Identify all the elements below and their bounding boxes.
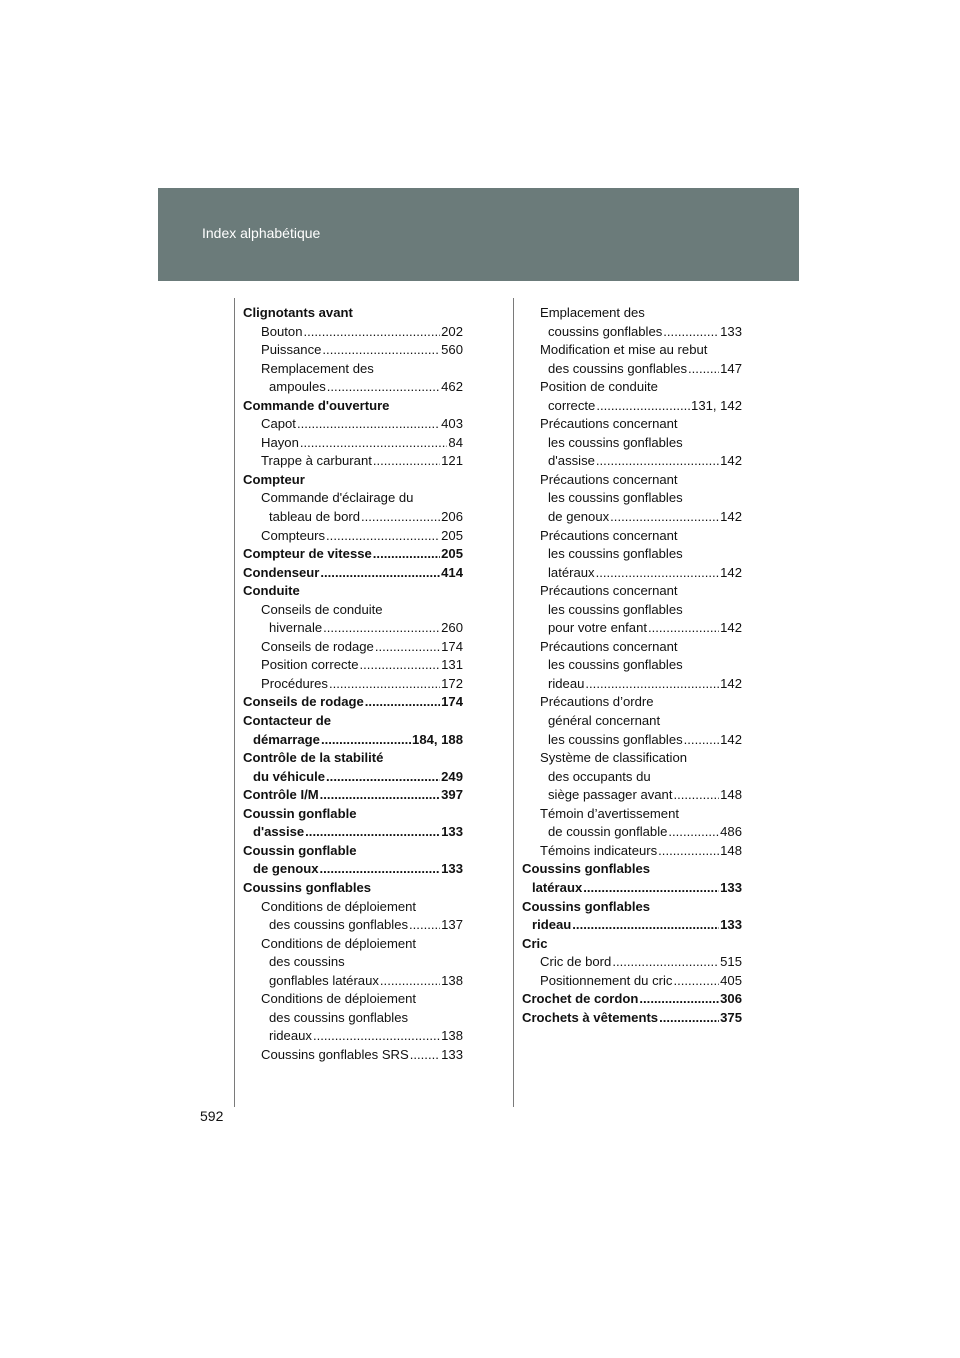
index-page-ref: 84 <box>448 434 463 450</box>
index-page-ref: 138 <box>441 972 463 988</box>
index-entry-text: démarrage <box>253 731 320 747</box>
index-entry-text: Compteur <box>243 471 305 487</box>
index-entry <box>243 323 463 342</box>
index-entry-text: Procédures <box>261 675 328 691</box>
index-entry <box>522 452 742 471</box>
dot-leader <box>373 452 440 471</box>
index-page-ref: 148 <box>720 842 742 858</box>
section-title: Index alphabétique <box>202 225 321 241</box>
index-entry <box>522 304 742 323</box>
index-page-ref: 142 <box>720 620 742 636</box>
dot-leader <box>322 341 440 360</box>
dot-leader <box>300 434 448 453</box>
dot-leader <box>319 860 440 879</box>
dot-leader <box>360 656 441 675</box>
index-entry-text: Témoins indicateurs <box>540 842 658 858</box>
index-entry <box>243 898 463 917</box>
index-entry <box>243 953 463 972</box>
index-entry <box>522 415 742 434</box>
dot-leader <box>612 953 719 972</box>
index-entry-text: Conditions de déploiement <box>261 898 417 914</box>
index-page-ref: 121 <box>441 453 463 469</box>
dot-leader <box>329 675 440 694</box>
index-entry <box>243 341 463 360</box>
dot-leader <box>313 1027 440 1046</box>
dot-leader <box>327 378 440 397</box>
index-entry <box>522 786 742 805</box>
index-entry-text: d'assise <box>548 453 595 469</box>
index-entry <box>243 972 463 991</box>
index-page-ref: 515 <box>720 954 742 970</box>
index-page-ref: 142 <box>720 453 742 469</box>
index-entry-text: Conduite <box>243 583 300 599</box>
section-header <box>158 188 799 281</box>
index-entry-text: Compteurs <box>261 527 326 543</box>
index-column-right <box>522 304 742 1027</box>
dot-leader <box>320 564 440 583</box>
index-entry-text: Précautions concernant <box>540 471 678 487</box>
index-entry-text: les coussins gonflables <box>548 490 683 506</box>
index-page-ref: 205 <box>441 546 463 562</box>
dot-leader <box>663 323 719 342</box>
index-entry <box>243 805 463 824</box>
dot-leader <box>304 323 441 342</box>
index-entry <box>522 619 742 638</box>
index-entry <box>522 341 742 360</box>
dot-leader <box>326 527 440 546</box>
left-margin-rule <box>234 298 235 1107</box>
index-page-ref: 202 <box>441 323 463 339</box>
index-page-ref: 486 <box>720 824 742 840</box>
index-page-ref: 462 <box>441 379 463 395</box>
index-entry <box>243 842 463 861</box>
index-page-ref: 403 <box>441 416 463 432</box>
index-entry-text: Cric de bord <box>540 954 612 970</box>
dot-leader <box>639 990 719 1009</box>
index-entry-text: Coussins gonflables <box>522 898 651 914</box>
index-entry <box>522 397 742 416</box>
index-entry-text: du véhicule <box>253 768 326 784</box>
dot-leader <box>305 823 440 842</box>
index-entry-text: Crochet de cordon <box>522 991 639 1007</box>
index-entry-text: des coussins gonflables <box>269 1009 409 1025</box>
dot-leader <box>409 916 440 935</box>
index-entry <box>522 935 742 954</box>
index-page-ref: 174 <box>441 638 463 654</box>
index-page-ref: 560 <box>441 342 463 358</box>
dot-leader <box>323 619 440 638</box>
index-entry <box>522 378 742 397</box>
index-entry-text: de genoux <box>548 509 610 525</box>
index-page-ref: 131, 142 <box>691 397 742 413</box>
index-entry <box>522 860 742 879</box>
index-entry-text: Conseils de rodage <box>261 638 374 654</box>
index-page-ref: 249 <box>441 768 463 784</box>
index-entry-text: Précautions concernant <box>540 416 678 432</box>
index-page-ref: 142 <box>720 509 742 525</box>
index-entry-text: Modification et mise au rebut <box>540 342 708 358</box>
index-entry <box>522 601 742 620</box>
index-entry <box>522 323 742 342</box>
index-entry <box>243 656 463 675</box>
index-entry <box>522 582 742 601</box>
index-entry-text: les coussins gonflables <box>548 546 683 562</box>
index-entry <box>243 415 463 434</box>
index-entry <box>522 638 742 657</box>
index-entry-text: Capot <box>261 416 296 432</box>
index-entry <box>522 675 742 694</box>
index-page-ref: 147 <box>720 360 742 376</box>
index-entry-text: les coussins gonflables <box>548 731 683 747</box>
index-entry <box>243 879 463 898</box>
dot-leader <box>297 415 440 434</box>
index-entry-text: Contrôle de la stabilité <box>243 750 384 766</box>
index-entry <box>243 527 463 546</box>
index-entry-text: Précautions concernant <box>540 583 678 599</box>
index-entry-text: pour votre enfant <box>548 620 647 636</box>
dot-leader <box>673 972 719 991</box>
dot-leader <box>668 823 719 842</box>
column-divider <box>513 298 514 1107</box>
index-entry <box>243 360 463 379</box>
index-entry-text: Conseils de conduite <box>261 601 383 617</box>
index-page-ref: 184, 188 <box>412 731 463 747</box>
index-entry-text: latéraux <box>532 879 583 895</box>
index-page-ref: 260 <box>441 620 463 636</box>
dot-leader <box>673 786 719 805</box>
index-page-ref: 172 <box>441 675 463 691</box>
index-entry <box>243 378 463 397</box>
dot-leader <box>585 675 719 694</box>
index-entry <box>522 564 742 583</box>
index-page-ref: 375 <box>720 1009 742 1025</box>
index-entry-text: Précautions concernant <box>540 638 678 654</box>
index-entry <box>522 731 742 750</box>
index-entry <box>522 656 742 675</box>
index-entry <box>243 564 463 583</box>
index-entry-text: Positionnement du cric <box>540 972 673 988</box>
index-entry <box>243 693 463 712</box>
index-entry-text: Témoin d’avertissement <box>540 805 679 821</box>
dot-leader <box>688 360 719 379</box>
index-entry-text: Commande d'ouverture <box>243 397 390 413</box>
index-entry-text: général concernant <box>548 713 661 729</box>
index-entry <box>243 935 463 954</box>
index-entry-text: coussins gonflables <box>548 323 663 339</box>
index-entry-text: rideau <box>532 917 572 933</box>
index-entry-text: rideaux <box>269 1028 312 1044</box>
dot-leader <box>361 508 440 527</box>
index-page-ref: 306 <box>720 991 742 1007</box>
index-entry-text: Bouton <box>261 323 303 339</box>
index-entry-text: de genoux <box>253 861 319 877</box>
index-entry-text: Position de conduite <box>540 379 658 395</box>
index-entry-text: Trappe à carburant <box>261 453 372 469</box>
index-entry <box>243 749 463 768</box>
index-entry <box>522 842 742 861</box>
index-entry-text: Contrôle I/M <box>243 787 319 803</box>
index-entry-text: siège passager avant <box>548 787 673 803</box>
index-entry-text: des coussins gonflables <box>548 360 688 376</box>
dot-leader <box>375 638 440 657</box>
index-entry <box>243 582 463 601</box>
index-entry <box>243 990 463 1009</box>
index-page-ref: 131 <box>441 657 463 673</box>
index-page-ref: 142 <box>720 675 742 691</box>
index-entry-text: hivernale <box>269 620 323 636</box>
index-entry <box>522 823 742 842</box>
index-entry-text: Coussins gonflables <box>522 861 651 877</box>
page-number: 592 <box>200 1108 224 1124</box>
index-entry-text: des occupants du <box>548 768 651 784</box>
index-entry-text: Condenseur <box>243 564 320 580</box>
index-entry <box>522 1009 742 1028</box>
index-entry <box>522 916 742 935</box>
dot-leader <box>380 972 440 991</box>
dot-leader <box>410 1046 440 1065</box>
index-entry <box>243 304 463 323</box>
index-entry-text: latéraux <box>548 564 595 580</box>
index-entry <box>243 1009 463 1028</box>
index-entry <box>522 953 742 972</box>
index-entry-text: Puissance <box>261 342 322 358</box>
index-entry <box>243 397 463 416</box>
dot-leader <box>596 564 720 583</box>
index-entry <box>243 860 463 879</box>
index-page-ref: 142 <box>720 731 742 747</box>
index-entry <box>522 768 742 787</box>
dot-leader <box>684 731 719 750</box>
index-entry <box>243 471 463 490</box>
index-entry <box>522 712 742 731</box>
index-page-ref: 133 <box>720 879 742 895</box>
index-entry <box>243 638 463 657</box>
index-entry <box>243 675 463 694</box>
index-entry-text: Crochets à vêtements <box>522 1009 659 1025</box>
index-entry <box>243 916 463 935</box>
dot-leader <box>320 786 440 805</box>
index-entry-text: Conseils de rodage <box>243 694 364 710</box>
index-entry-text: d'assise <box>253 824 305 840</box>
index-entry <box>522 527 742 546</box>
index-entry-text: Contacteur de <box>243 713 332 729</box>
index-entry <box>522 990 742 1009</box>
index-entry-text: Coussins gonflables <box>243 879 372 895</box>
index-entry-text: des coussins gonflables <box>269 917 409 933</box>
index-entry-text: des coussins <box>269 954 345 970</box>
index-page-ref: 133 <box>441 824 463 840</box>
index-entry-text: Remplacement des <box>261 360 374 376</box>
index-page-ref: 397 <box>441 787 463 803</box>
index-entry-text: Conditions de déploiement <box>261 935 417 951</box>
index-entry <box>522 749 742 768</box>
index-page-ref: 133 <box>441 1046 463 1062</box>
index-entry <box>243 545 463 564</box>
index-page-ref: 206 <box>441 509 463 525</box>
index-entry <box>243 731 463 750</box>
index-entry-text: les coussins gonflables <box>548 601 683 617</box>
index-entry-text: les coussins gonflables <box>548 657 683 673</box>
index-page-ref: 142 <box>720 564 742 580</box>
index-page-ref: 174 <box>441 694 463 710</box>
dot-leader <box>365 693 440 712</box>
index-entry <box>522 471 742 490</box>
index-entry-text: Précautions d’ordre <box>540 694 654 710</box>
index-entry-text: Emplacement des <box>540 305 645 320</box>
index-entry <box>522 360 742 379</box>
index-page-ref: 138 <box>441 1028 463 1044</box>
index-entry-text: ampoules <box>269 379 326 395</box>
index-entry-text: Système de classification <box>540 750 688 766</box>
dot-leader <box>572 916 719 935</box>
index-entry <box>522 898 742 917</box>
index-page-ref: 405 <box>720 972 742 988</box>
index-entry <box>243 489 463 508</box>
index-entry-text: Position correcte <box>261 657 359 673</box>
dot-leader <box>610 508 719 527</box>
index-entry <box>243 508 463 527</box>
index-page-ref: 133 <box>720 323 742 339</box>
index-entry <box>522 508 742 527</box>
index-entry <box>522 545 742 564</box>
index-entry-text: Coussins gonflables SRS <box>261 1046 409 1062</box>
index-entry-text: Coussin gonflable <box>243 805 357 821</box>
index-entry <box>522 489 742 508</box>
index-entry-text: les coussins gonflables <box>548 434 683 450</box>
index-entry-text: Conditions de déploiement <box>261 991 417 1007</box>
index-entry-text: de coussin gonflable <box>548 824 668 840</box>
index-entry-text: Précautions concernant <box>540 527 678 543</box>
index-entry <box>243 1046 463 1065</box>
index-entry-text: gonflables latéraux <box>269 972 379 988</box>
dot-leader <box>373 545 440 564</box>
index-entry <box>243 712 463 731</box>
index-entry <box>522 434 742 453</box>
index-entry-text: Cric <box>522 935 548 951</box>
index-entry <box>243 1027 463 1046</box>
dot-leader <box>659 1009 719 1028</box>
index-entry-text: Compteur de vitesse <box>243 546 372 562</box>
index-entry <box>522 879 742 898</box>
index-entry <box>522 693 742 712</box>
index-entry <box>243 619 463 638</box>
index-page-ref: 133 <box>441 861 463 877</box>
index-entry-text: tableau de bord <box>269 509 361 525</box>
index-page-ref: 205 <box>441 527 463 543</box>
index-entry <box>522 972 742 991</box>
index-entry-text: correcte <box>548 397 596 413</box>
dot-leader <box>326 768 440 787</box>
index-entry <box>243 434 463 453</box>
index-entry <box>243 823 463 842</box>
index-entry <box>243 786 463 805</box>
index-entry-text: rideau <box>548 675 585 691</box>
index-page-ref: 137 <box>441 917 463 933</box>
dot-leader <box>321 731 411 750</box>
index-entry-text: Commande d'éclairage du <box>261 490 414 506</box>
dot-leader <box>658 842 719 861</box>
dot-leader <box>596 397 690 416</box>
index-page-ref: 414 <box>441 564 463 580</box>
index-entry-text: Clignotants avant <box>243 305 353 320</box>
index-entry-text: Hayon <box>261 434 299 450</box>
index-entry <box>243 601 463 620</box>
index-entry <box>243 768 463 787</box>
index-entry <box>522 805 742 824</box>
index-entry <box>243 452 463 471</box>
dot-leader <box>596 452 719 471</box>
index-page-ref: 148 <box>720 787 742 803</box>
index-entry-text: Coussin gonflable <box>243 842 357 858</box>
dot-leader <box>583 879 719 898</box>
index-page-ref: 133 <box>720 917 742 933</box>
dot-leader <box>648 619 719 638</box>
index-column-left <box>243 304 463 1064</box>
